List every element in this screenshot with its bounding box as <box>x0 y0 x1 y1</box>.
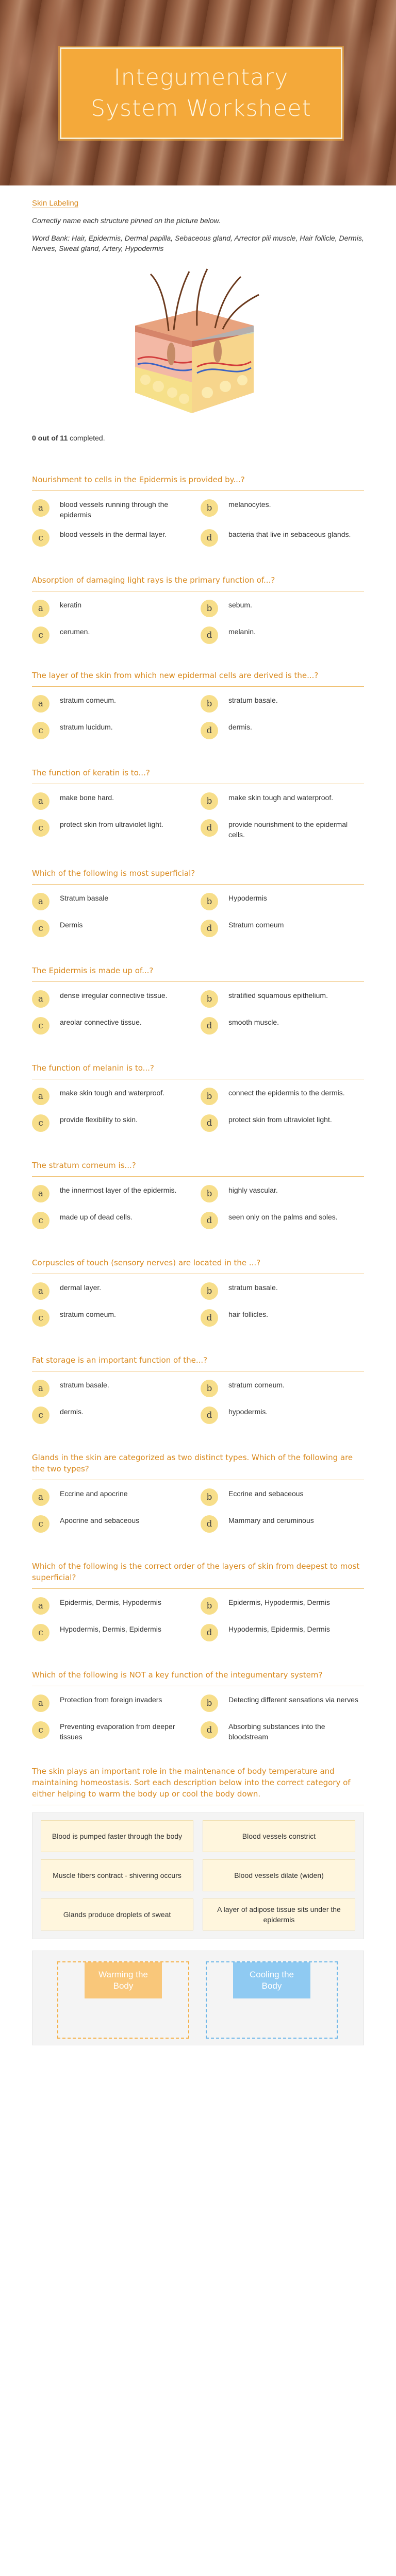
option-text: dense irregular connective tissue. <box>60 991 168 999</box>
sorting-activity <box>32 1766 364 2045</box>
question-text: Which of the following is the correct order of the layers of skin from deepest to most superficial? <box>32 1561 364 1589</box>
question-text: Glands in the skin are categorized as two distinct types. Which of the following are the two types? <box>32 1452 364 1480</box>
option-letter-badge: a <box>32 600 50 617</box>
answer-option-c[interactable] <box>32 1017 195 1035</box>
answer-option-a[interactable] <box>32 792 195 810</box>
answer-options <box>32 695 364 739</box>
progress-text <box>32 434 364 442</box>
option-text: Hypodermis <box>228 894 267 902</box>
option-letter-badge: b <box>201 695 218 713</box>
option-letter-badge: b <box>201 1185 218 1202</box>
instruction-text: Correctly name each structure pinned on the picture below. <box>32 216 221 225</box>
header-banner <box>0 0 396 185</box>
sortable-card[interactable]: Glands produce droplets of sweat <box>41 1899 193 1930</box>
answer-option-d[interactable] <box>201 819 364 840</box>
option-letter-badge: d <box>201 920 218 937</box>
option-text: stratum corneum. <box>228 1381 285 1389</box>
option-letter-badge: a <box>32 1597 50 1615</box>
question-block <box>32 670 364 739</box>
option-letter-badge: d <box>201 1406 218 1424</box>
option-text: Apocrine and sebaceous <box>60 1516 140 1524</box>
question-block <box>32 1062 364 1132</box>
answer-option-c[interactable] <box>32 1624 195 1641</box>
option-text: areolar connective tissue. <box>60 1018 142 1026</box>
sortable-card[interactable]: A layer of adipose tissue sits under the epidermis <box>203 1899 355 1930</box>
option-letter-badge: c <box>32 1406 50 1424</box>
answer-options <box>32 499 364 547</box>
answer-options <box>32 1488 364 1533</box>
option-letter-badge: d <box>201 1017 218 1035</box>
answer-option-b[interactable] <box>201 1282 364 1300</box>
option-letter-badge: b <box>201 792 218 810</box>
answer-options <box>32 1185 364 1229</box>
progress-suffix: completed. <box>68 434 105 442</box>
option-text: protect skin from ultraviolet light. <box>228 1115 332 1124</box>
answer-option-a[interactable] <box>32 499 195 520</box>
answer-option-c[interactable] <box>32 1515 195 1533</box>
sortable-card[interactable]: Blood vessels dilate (widen) <box>203 1859 355 1891</box>
answer-options <box>32 990 364 1035</box>
sorting-bins <box>32 1951 364 2045</box>
question-text: Corpuscles of touch (sensory nerves) are located in the ...? <box>32 1257 364 1274</box>
sortable-cards-area <box>32 1812 364 1939</box>
answer-option-c[interactable] <box>32 722 195 739</box>
option-text: make bone hard. <box>60 793 114 802</box>
sortable-card[interactable]: Blood vessels constrict <box>203 1820 355 1852</box>
option-letter-badge: c <box>32 626 50 644</box>
answer-option-c[interactable] <box>32 1721 195 1742</box>
answer-option-b[interactable] <box>201 1380 364 1397</box>
option-letter-badge: b <box>201 1088 218 1105</box>
skin-cross-section-illustration <box>114 264 269 418</box>
skin-diagram-image <box>114 264 269 418</box>
answer-option-d[interactable] <box>201 626 364 644</box>
option-text: keratin <box>60 601 82 609</box>
answer-option-b[interactable] <box>201 792 364 810</box>
option-letter-badge: d <box>201 1309 218 1327</box>
option-letter-badge: d <box>201 722 218 739</box>
option-letter-badge: a <box>32 792 50 810</box>
sortable-card[interactable]: Muscle fibers contract - shivering occurs <box>41 1859 193 1891</box>
answer-option-b[interactable] <box>201 695 364 713</box>
answer-options <box>32 600 364 644</box>
answer-options <box>32 1380 364 1424</box>
question-text: The layer of the skin from which new epidermal cells are derived is the...? <box>32 670 364 687</box>
option-text: dermis. <box>60 1408 84 1416</box>
option-letter-badge: d <box>201 529 218 547</box>
option-text: made up of dead cells. <box>60 1213 133 1221</box>
question-block <box>32 1669 364 1742</box>
option-letter-badge: b <box>201 600 218 617</box>
option-text: dermal layer. <box>60 1283 102 1292</box>
question-block <box>32 767 364 840</box>
answer-option-d[interactable] <box>201 722 364 739</box>
question-block <box>32 1160 364 1229</box>
option-text: provide nourishment to the epidermal cells. <box>228 820 348 839</box>
option-text: Preventing evaporation from deeper tissues <box>60 1722 175 1741</box>
option-text: Epidermis, Hypodermis, Dermis <box>228 1598 330 1606</box>
option-letter-badge: c <box>32 1515 50 1533</box>
option-letter-badge: c <box>32 1017 50 1035</box>
answer-option-d[interactable] <box>201 1406 364 1424</box>
question-text: Fat storage is an important function of the...? <box>32 1354 364 1371</box>
option-letter-badge: a <box>32 1488 50 1506</box>
answer-option-a[interactable] <box>32 1185 195 1202</box>
answer-option-a[interactable] <box>32 1380 195 1397</box>
option-letter-badge: c <box>32 920 50 937</box>
answer-option-c[interactable] <box>32 529 195 547</box>
option-letter-badge: c <box>32 819 50 837</box>
answer-option-b[interactable] <box>201 499 364 520</box>
option-text: the innermost layer of the epidermis. <box>60 1186 177 1194</box>
option-text: stratum basale. <box>228 696 278 704</box>
answer-option-d[interactable] <box>201 1515 364 1533</box>
option-letter-badge: b <box>201 1488 218 1506</box>
option-letter-badge: c <box>32 1114 50 1132</box>
option-text: Protection from foreign invaders <box>60 1696 162 1704</box>
option-text: connect the epidermis to the dermis. <box>228 1089 345 1097</box>
answer-option-b[interactable] <box>201 1488 364 1506</box>
answer-option-a[interactable] <box>32 600 195 617</box>
option-text: stratum basale. <box>60 1381 109 1389</box>
answer-options <box>32 792 364 840</box>
answer-options <box>32 1694 364 1742</box>
option-letter-badge: a <box>32 1185 50 1202</box>
question-block <box>32 1354 364 1424</box>
answer-option-a[interactable] <box>32 1694 195 1712</box>
option-letter-badge: a <box>32 499 50 517</box>
option-text: stratum corneum. <box>60 1310 116 1318</box>
option-text: Dermis <box>60 921 83 929</box>
answer-option-b[interactable] <box>201 1185 364 1202</box>
answer-option-a[interactable] <box>32 695 195 713</box>
option-letter-badge: b <box>201 1380 218 1397</box>
answer-option-a[interactable] <box>32 1088 195 1105</box>
option-letter-badge: a <box>32 1380 50 1397</box>
question-block <box>32 1561 364 1641</box>
cooling-drop-zone[interactable] <box>206 1961 338 2039</box>
option-letter-badge: c <box>32 722 50 739</box>
section-title-skin-labeling: Skin Labeling <box>32 199 79 208</box>
question-block <box>32 1452 364 1533</box>
answer-option-a[interactable] <box>32 1282 195 1300</box>
answer-option-b[interactable] <box>201 893 364 910</box>
option-letter-badge: c <box>32 529 50 547</box>
answer-option-c[interactable] <box>32 1309 195 1327</box>
option-text: hypodermis. <box>228 1408 268 1416</box>
option-letter-badge: a <box>32 893 50 910</box>
card-grid <box>41 1820 355 1930</box>
option-letter-badge: c <box>32 1309 50 1327</box>
option-letter-badge: d <box>201 819 218 837</box>
option-letter-badge: a <box>32 1282 50 1300</box>
page-title: Integumentary System Worksheet <box>91 64 311 122</box>
option-text: blood vessels running through the epidermis <box>60 500 169 519</box>
answer-option-c[interactable] <box>32 819 195 840</box>
answer-options <box>32 1597 364 1641</box>
warming-drop-zone[interactable] <box>57 1961 189 2039</box>
option-text: Absorbing substances into the bloodstream <box>228 1722 325 1741</box>
option-text: Eccrine and apocrine <box>60 1489 128 1498</box>
answer-option-c[interactable] <box>32 626 195 644</box>
answer-option-b[interactable] <box>201 600 364 617</box>
answer-option-b[interactable] <box>201 990 364 1008</box>
option-letter-badge: d <box>201 1114 218 1132</box>
sortable-card[interactable]: Blood is pumped faster through the body <box>41 1820 193 1852</box>
answer-option-d[interactable] <box>201 529 364 547</box>
title-box <box>60 47 342 139</box>
worksheet-content <box>32 185 364 2045</box>
option-text: dermis. <box>228 723 252 731</box>
option-text: provide flexibility to skin. <box>60 1115 138 1124</box>
word-bank: Word Bank: Hair, Epidermis, Dermal papilla, Sebaceous gland, Arrector pili muscle, Hair follicle, Dermis, Nerves, Sweat gland, Artery, Hypodermis <box>32 234 364 252</box>
question-block <box>32 868 364 937</box>
option-text: Stratum basale <box>60 894 109 902</box>
option-text: cerumen. <box>60 628 90 636</box>
answer-option-d[interactable] <box>201 1114 364 1132</box>
answer-option-b[interactable] <box>201 1597 364 1615</box>
option-letter-badge: d <box>201 626 218 644</box>
option-text: Mammary and ceruminous <box>228 1516 314 1524</box>
answer-option-d[interactable] <box>201 1017 364 1035</box>
answer-option-d[interactable] <box>201 1212 364 1229</box>
option-text: hair follicles. <box>228 1310 269 1318</box>
option-text: stratum basale. <box>228 1283 278 1292</box>
answer-option-d[interactable] <box>201 1721 364 1742</box>
question-block <box>32 474 364 547</box>
answer-option-d[interactable] <box>201 1624 364 1641</box>
question-text: The function of keratin is to...? <box>32 767 364 784</box>
answer-options <box>32 893 364 937</box>
option-letter-badge: d <box>201 1624 218 1641</box>
question-text: The function of melanin is to...? <box>32 1062 364 1079</box>
option-text: Epidermis, Dermis, Hypodermis <box>60 1598 161 1606</box>
answer-option-a[interactable] <box>32 893 195 910</box>
option-letter-badge: c <box>32 1624 50 1641</box>
answer-option-c[interactable] <box>32 920 195 937</box>
question-text: Which of the following is most superficial? <box>32 868 364 885</box>
answer-option-a[interactable] <box>32 1488 195 1506</box>
option-letter-badge: b <box>201 499 218 517</box>
answer-option-c[interactable] <box>32 1114 195 1132</box>
option-letter-badge: a <box>32 695 50 713</box>
question-list <box>32 474 364 1742</box>
option-letter-badge: b <box>201 1282 218 1300</box>
option-text: protect skin from ultraviolet light. <box>60 820 163 828</box>
option-letter-badge: b <box>201 893 218 910</box>
question-block <box>32 574 364 644</box>
answer-option-d[interactable] <box>201 920 364 937</box>
option-text: highly vascular. <box>228 1186 278 1194</box>
option-letter-badge: d <box>201 1515 218 1533</box>
answer-option-a[interactable] <box>32 990 195 1008</box>
question-block <box>32 1257 364 1327</box>
warming-label: Warming the Body <box>85 1962 162 1998</box>
option-text: make skin tough and waterproof. <box>60 1089 165 1097</box>
option-text: sebum. <box>228 601 252 609</box>
question-block <box>32 965 364 1035</box>
option-text: Stratum corneum <box>228 921 284 929</box>
question-text: Nourishment to cells in the Epidermis is provided by...? <box>32 474 364 491</box>
sorting-prompt: The skin plays an important role in the maintenance of body temperature and maintaining homeostasis. Sort each description below into the correct category of either helping to warm the body up or cool the body down. <box>32 1766 364 1805</box>
option-text: stratified squamous epithelium. <box>228 991 328 999</box>
option-text: melanocytes. <box>228 500 271 509</box>
progress-count: 0 out of 11 <box>32 434 68 442</box>
answer-option-c[interactable] <box>32 1406 195 1424</box>
option-letter-badge: a <box>32 1088 50 1105</box>
option-text: Eccrine and sebaceous <box>228 1489 304 1498</box>
answer-option-b[interactable] <box>201 1694 364 1712</box>
option-letter-badge: d <box>201 1212 218 1229</box>
option-text: make skin tough and waterproof. <box>228 793 334 802</box>
option-text: stratum lucidum. <box>60 723 113 731</box>
answer-option-c[interactable] <box>32 1212 195 1229</box>
option-text: bacteria that live in sebaceous glands. <box>228 530 351 538</box>
option-text: Hypodermis, Dermis, Epidermis <box>60 1625 161 1633</box>
answer-options <box>32 1282 364 1327</box>
option-text: Detecting different sensations via nerves <box>228 1696 358 1704</box>
answer-option-b[interactable] <box>201 1088 364 1105</box>
option-letter-badge: a <box>32 1694 50 1712</box>
option-text: seen only on the palms and soles. <box>228 1213 338 1221</box>
option-text: smooth muscle. <box>228 1018 279 1026</box>
option-letter-badge: d <box>201 1721 218 1739</box>
question-text: The Epidermis is made up of...? <box>32 965 364 982</box>
option-text: Hypodermis, Epidermis, Dermis <box>228 1625 330 1633</box>
option-letter-badge: c <box>32 1212 50 1229</box>
answer-option-a[interactable] <box>32 1597 195 1615</box>
option-text: blood vessels in the dermal layer. <box>60 530 167 538</box>
option-letter-badge: c <box>32 1721 50 1739</box>
cooling-label: Cooling the Body <box>233 1962 310 1998</box>
option-letter-badge: b <box>201 1694 218 1712</box>
answer-option-d[interactable] <box>201 1309 364 1327</box>
question-text: Absorption of damaging light rays is the primary function of...? <box>32 574 364 591</box>
question-text: The stratum corneum is...? <box>32 1160 364 1177</box>
option-text: stratum corneum. <box>60 696 116 704</box>
option-text: melanin. <box>228 628 256 636</box>
question-text: Which of the following is NOT a key function of the integumentary system? <box>32 1669 364 1686</box>
option-letter-badge: b <box>201 1597 218 1615</box>
option-letter-badge: a <box>32 990 50 1008</box>
answer-options <box>32 1088 364 1132</box>
option-letter-badge: b <box>201 990 218 1008</box>
